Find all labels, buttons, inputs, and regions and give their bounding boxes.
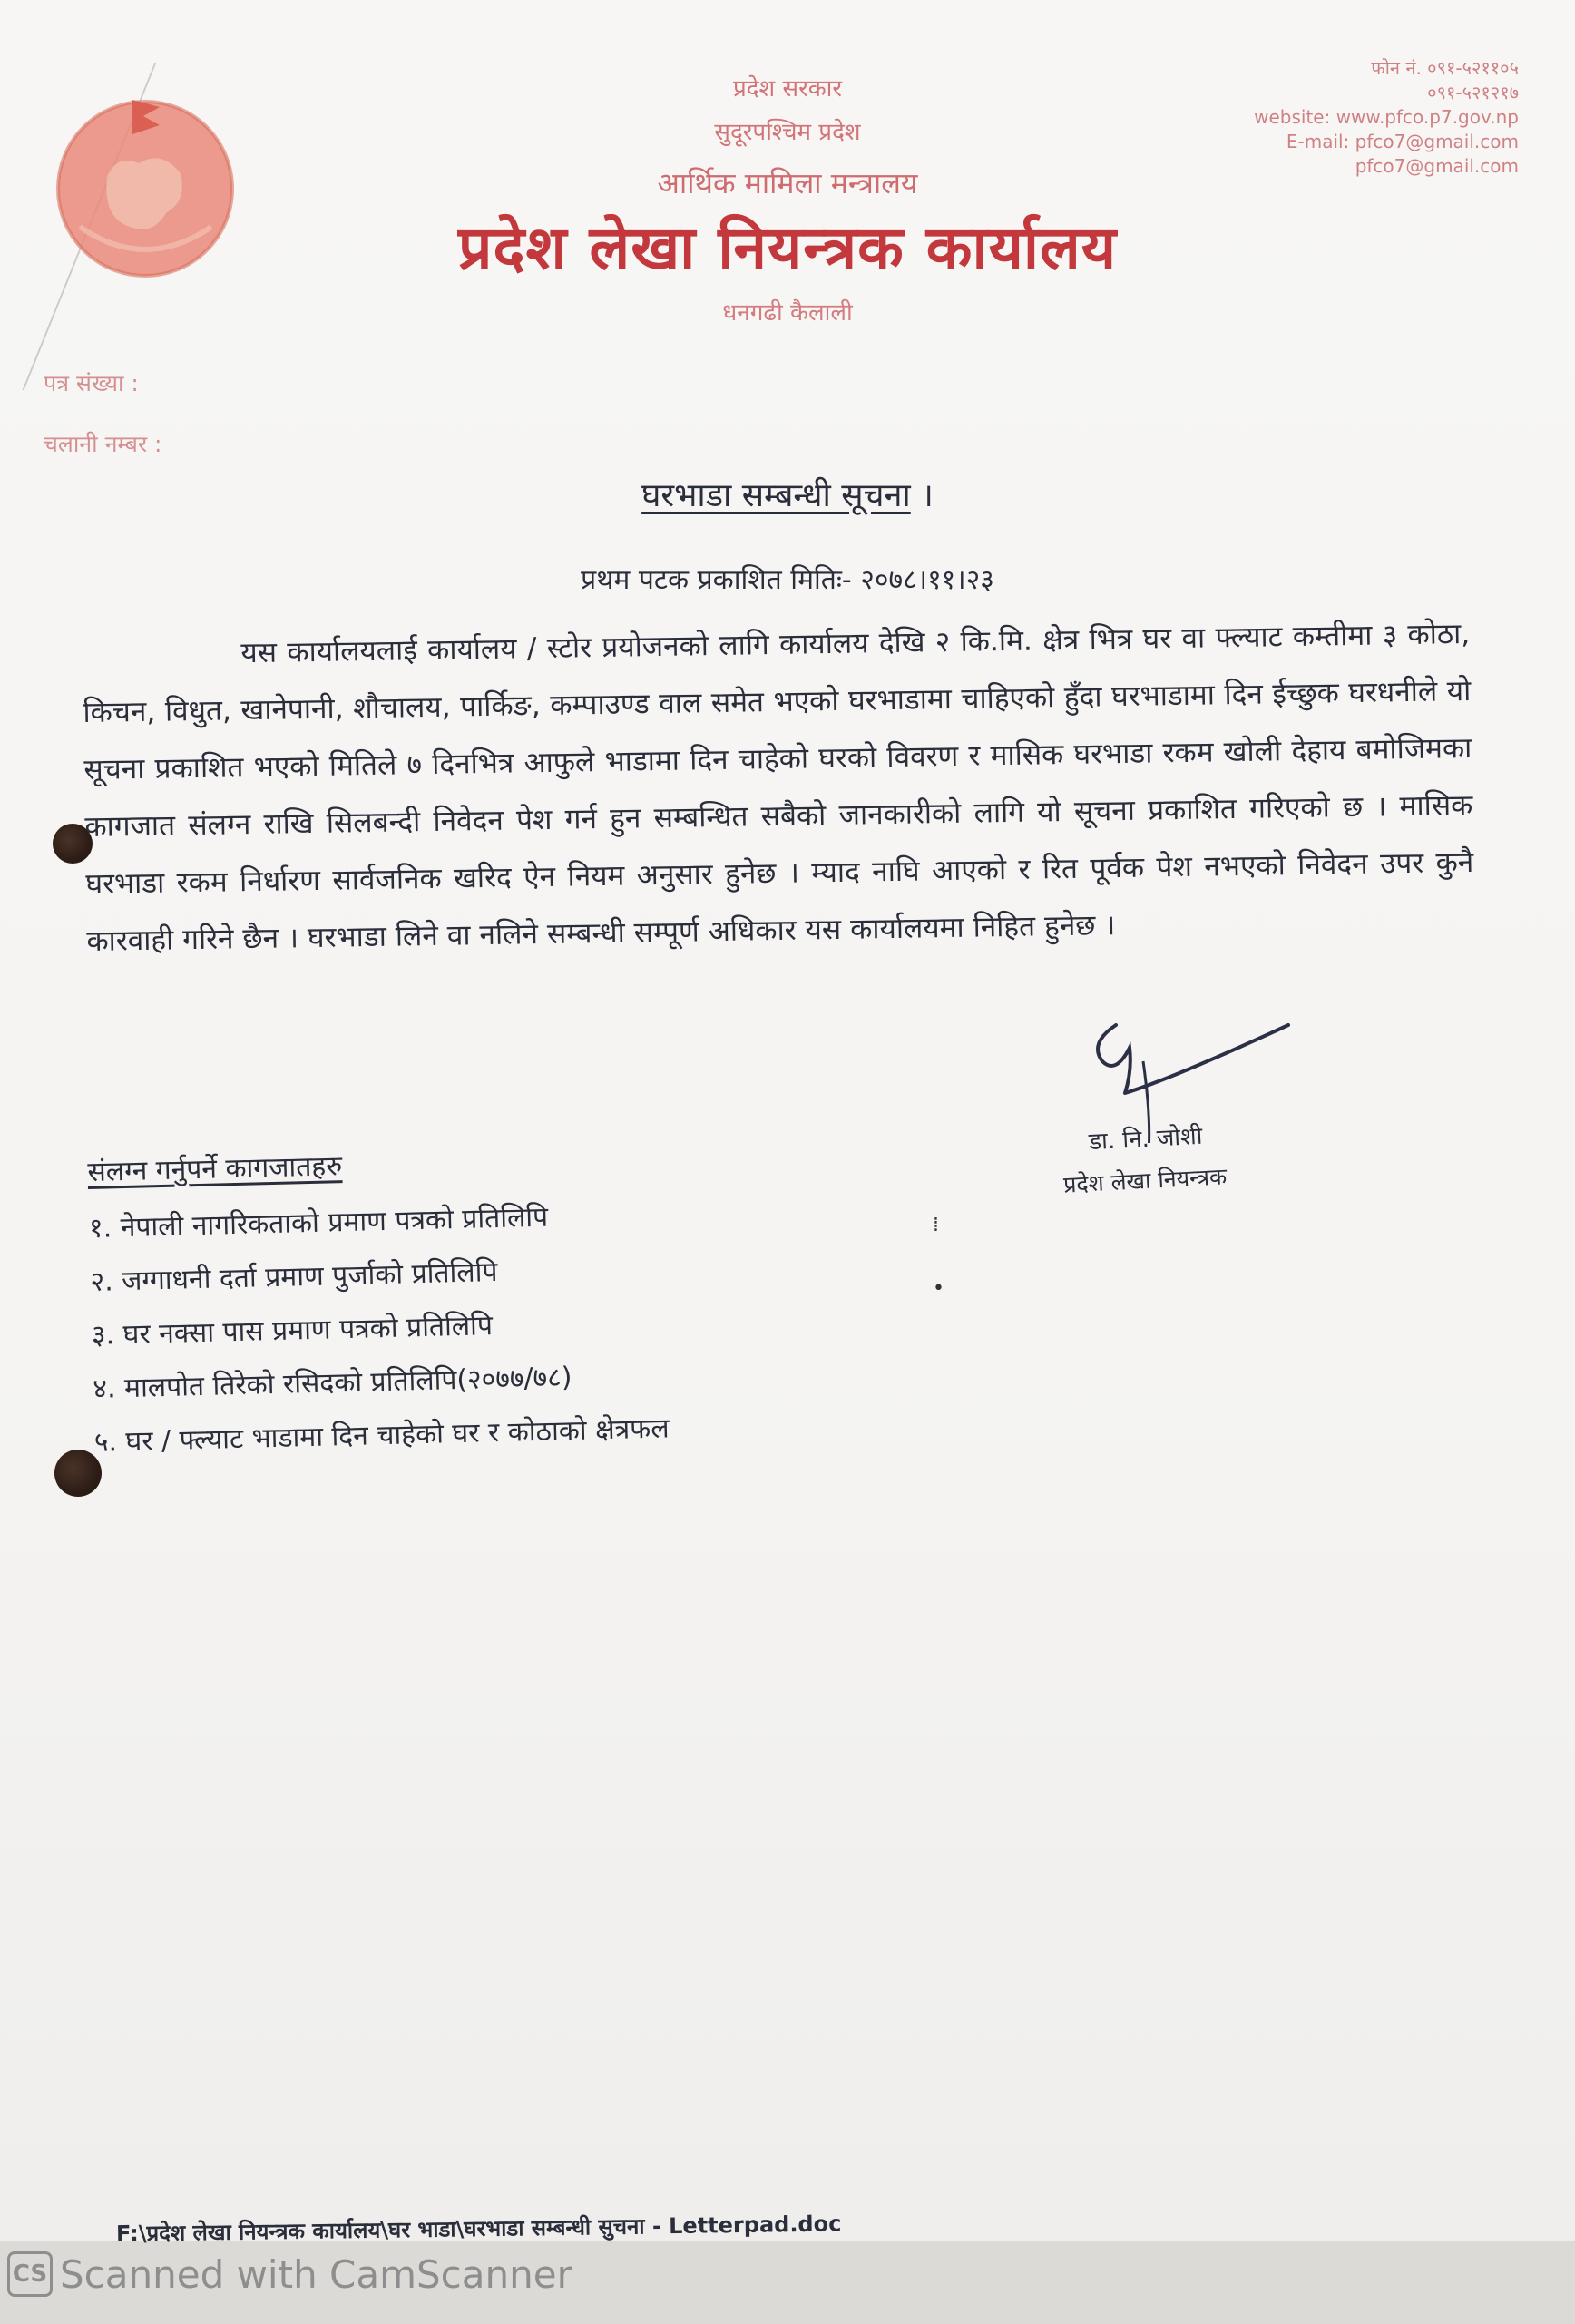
contact-line: E-mail: pfco7@gmail.com <box>1286 131 1519 152</box>
tick-mark: • <box>933 1277 944 1300</box>
published-date: प्रथम पटक प्रकाशित मितिः- २०७८।११।२३ <box>581 564 994 596</box>
office-name: प्रदेश लेखा नियन्त्रक कार्यालय <box>457 213 1117 283</box>
attachment-item: ५. घर / फ्ल्याट भाडामा दिन चाहेको घर र कोठाको क्षेत्रफल <box>93 1412 670 1459</box>
contact-line: फोन नं. ०९१-५२११०५ <box>1371 57 1519 79</box>
tick-mark: ⁞ <box>933 1214 939 1236</box>
signatory-name: डा. नि. जोशी <box>1088 1122 1204 1157</box>
letterhead-line-3: आर्थिक मामिला मन्त्रालय <box>657 166 918 200</box>
notice-title-end: । <box>910 477 934 514</box>
letterhead-line-1: प्रदेश सरकार <box>732 75 843 103</box>
contact-line: website: www.pfco.p7.gov.np <box>1254 106 1519 128</box>
attachments-heading: संलग्न गर्नुपर्ने कागजातहरु <box>87 1150 343 1188</box>
punch-hole-mark <box>54 1450 102 1497</box>
signatory-title: प्रदेश लेखा नियन्त्रक <box>1062 1163 1228 1198</box>
notice-body: यस कार्यालयलाई कार्यालय / स्टोर प्रयोजनको लागि कार्यालय देखि २ कि.मि. क्षेत्र भित्र घर वा फ्ल्याट कम्तीमा ३ कोठा, किचन, विधुत, खानेपानी, शौचालय, पार्किङ, कम्पाउण्ड वाल समेत भएको घरभाडामा चाहिएको हुँदा घरभाडामा दिन ईच्छुक घरधनीले यो सूचना प्रकाशित भएको मितिले ७ दिनभित्र आफुले भाडामा दिन चाहेको घरको विवरण र मासिक घरभाडा रकम खोली देहाय बमोजिमका कागजात संलग्न राखि सिलबन्दी निवेदन पेश गर्न हुन सम्बन्धित सबैको जानकारीको लागि यो सूचना प्रकाशित गरिएको छ । मासिक घरभाडा रकम निर्धारण सार्वजनिक खरिद ऐन नियम अनुसार हुनेछ । म्याद नाघि आएको र रित पूर्वक पेश नभएको निवेदन उपर कुनै कारवाही गरिने छैन । घरभाडा लिने वा नलिने सम्बन्धी सम्पूर्ण अधिकार यस कार्यालयमा निहित हुनेछ । <box>83 617 1474 958</box>
file-path-footer: F:\प्रदेश लेखा नियन्त्रक कार्यालय\घर भाडा\घरभाडा सम्बन्धी सुचना - Letterpad.doc <box>115 2211 842 2247</box>
attachments-list <box>87 1130 1002 1470</box>
attachment-item: ३. घर नक्सा पास प्रमाण पत्रको प्रतिलिपि <box>91 1310 494 1352</box>
camscanner-logo-icon: CS <box>7 2251 53 2297</box>
office-location: धनगढी कैलाली <box>722 299 853 327</box>
attachment-item: २. जग्गाधनी दर्ता प्रमाण पुर्जाको प्रतिलिपि <box>90 1255 498 1298</box>
letterhead-line-2: सुदूरपश्चिम प्रदेश <box>714 119 861 146</box>
contact-line: pfco7@gmail.com <box>1355 155 1519 177</box>
camscanner-watermark <box>7 2251 572 2297</box>
contact-line: ०९१-५२१२१७ <box>1427 82 1519 103</box>
attachment-item: ४. मालपोत तिरेको रसिदको प्रतिलिपि(२०७७/७८) <box>92 1362 572 1405</box>
dispatch-number-label: चलानी नम्बर : <box>44 431 162 457</box>
contact-block <box>1174 56 1519 179</box>
notice-title <box>0 472 1575 516</box>
notice-title-text: घरभाडा सम्बन्धी सूचना <box>641 477 911 514</box>
camscanner-text: Scanned with CamScanner <box>60 2251 572 2297</box>
reference-number-label: पत्र संख्या : <box>44 370 139 396</box>
attachment-item: १. नेपाली नागरिकताको प्रमाण पत्रको प्रतिलिपि <box>88 1201 549 1245</box>
